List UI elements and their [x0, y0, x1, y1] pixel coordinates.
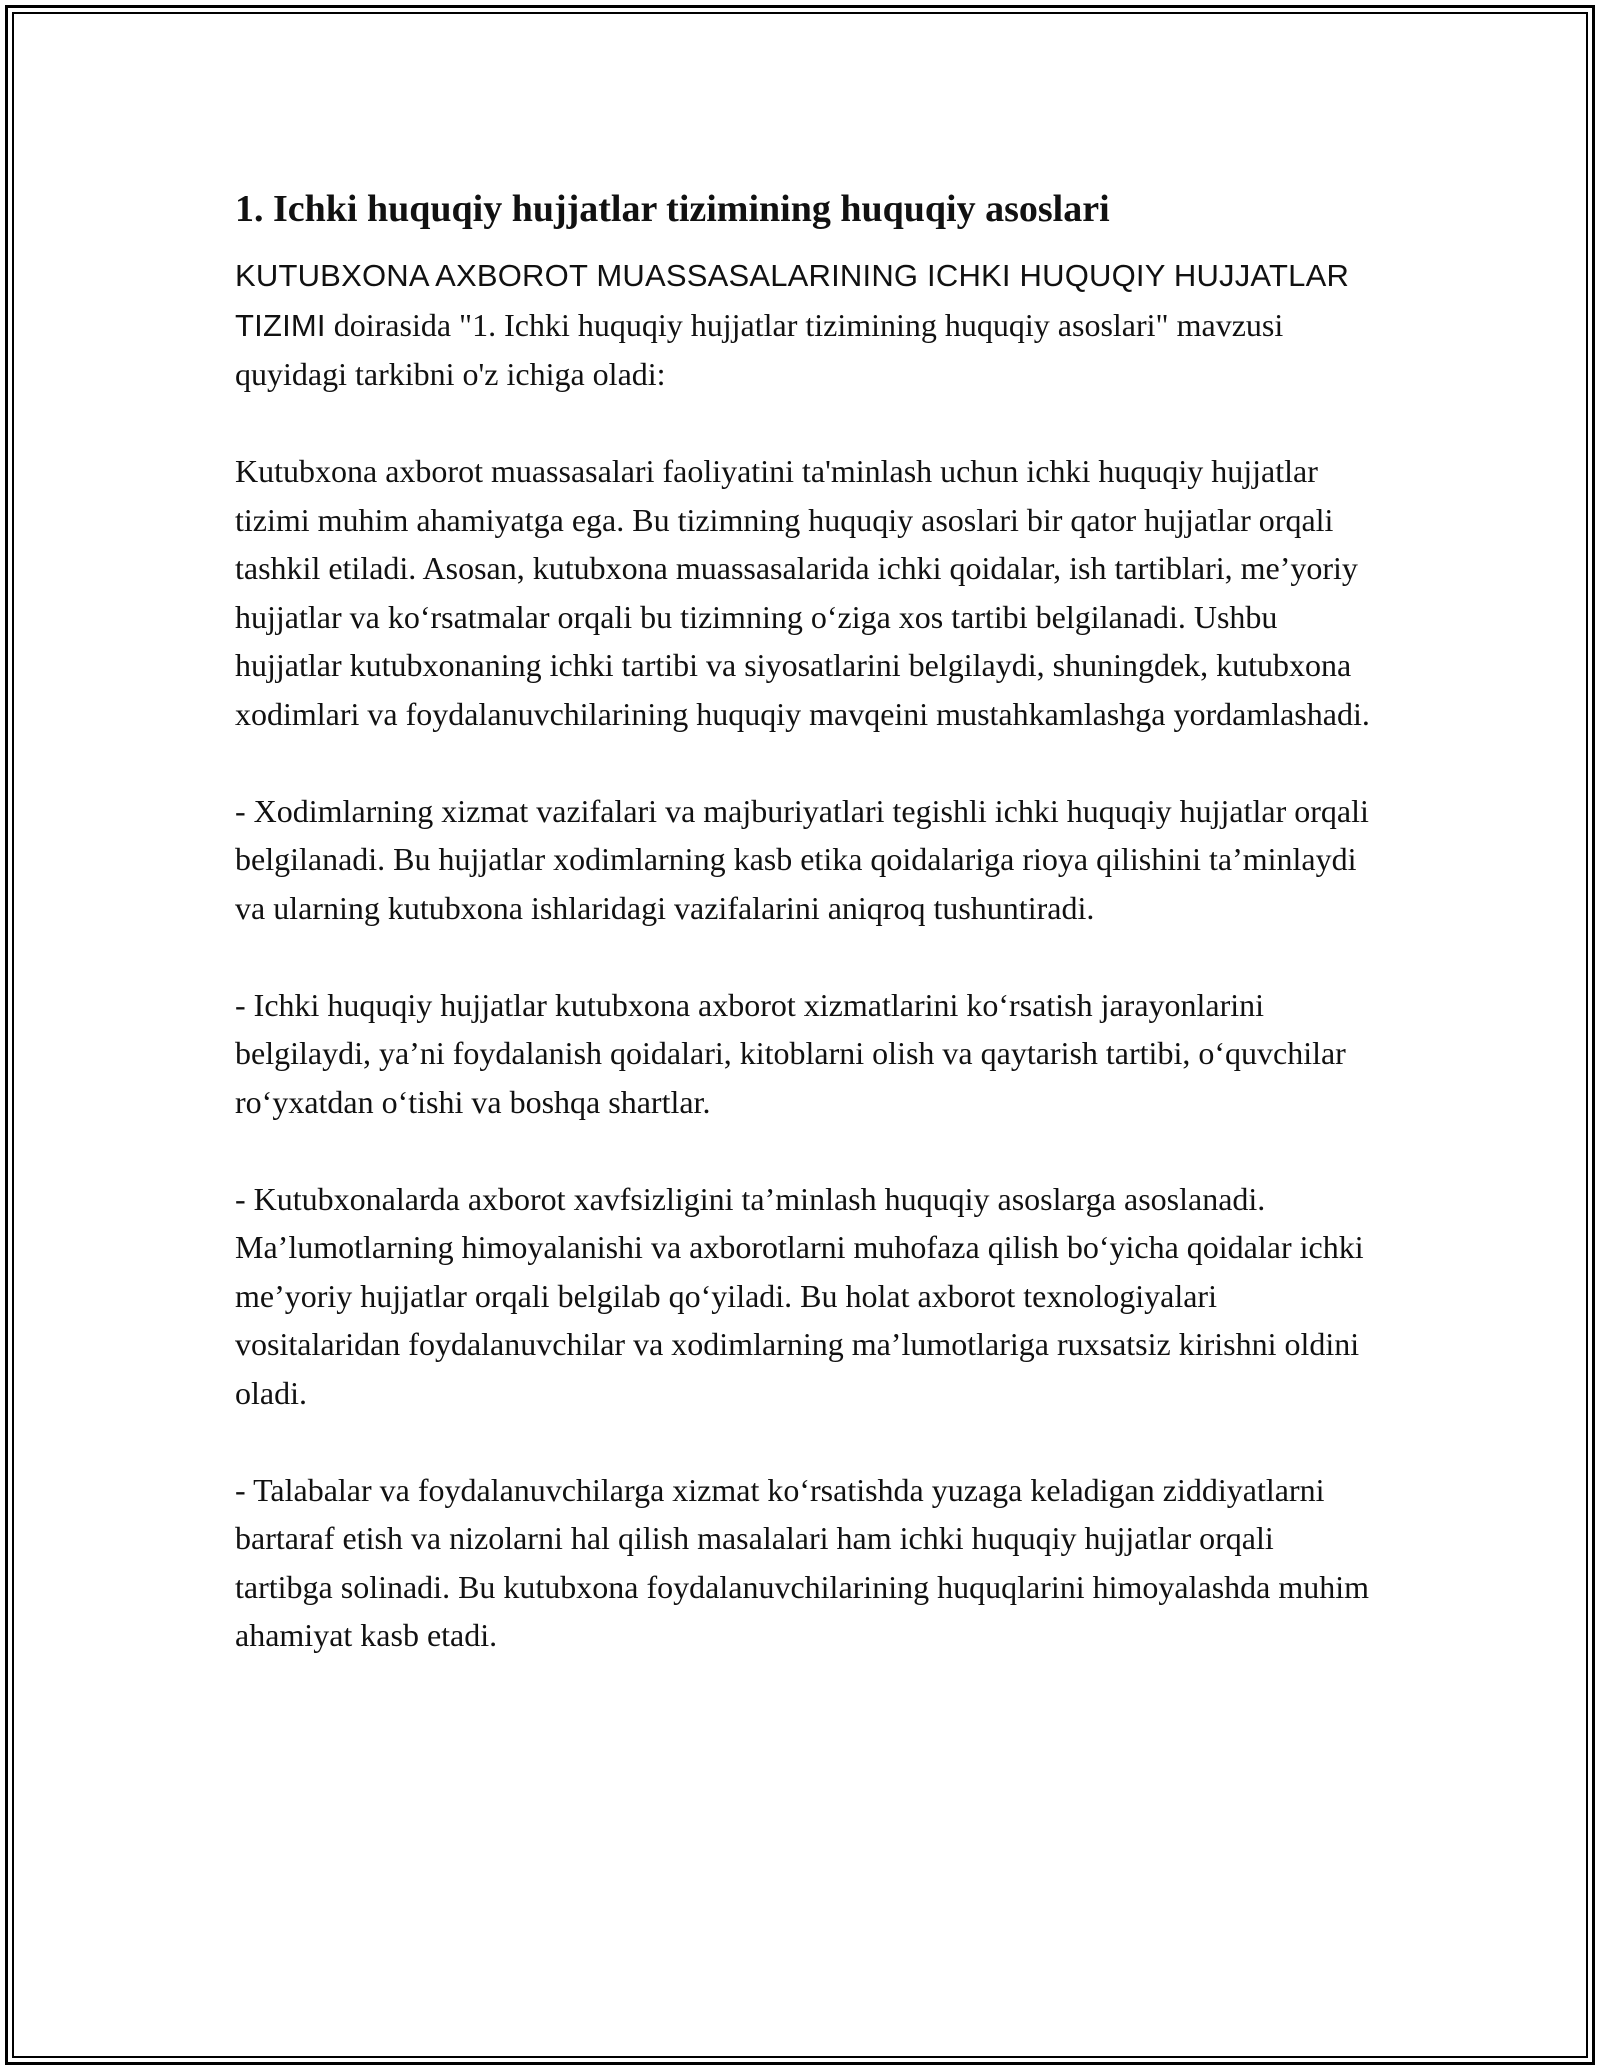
paragraph-staff-duties: - Xodimlarning xizmat vazifalari va majburiyatlari tegishli ichki huquqiy hujjatlar orqali belgilanadi. Bu hujjatlar xodimlarning kasb etika qoidalariga rioya qilishini ta’minlaydi va ularning kutubxona ishlaridagi vazifalarini aniqroq tushuntiradi.	[235, 792, 1369, 926]
intro-caps-lead: KUTUBXONA AXBOROT MUASSASALARINING ICHKI HUQUQIY HUJJATLAR TIZIMI	[235, 258, 1350, 343]
page-title: 1. Ichki huquqiy hujjatlar tizimining huquqiy asoslari	[235, 188, 1110, 230]
paragraph-services: - Ichki huquqiy hujjatlar kutubxona axborot xizmatlarini ko‘rsatish jarayonlarini belgilaydi, ya’ni foydalanish qoidalari, kitoblarni olish va qaytarish tartibi, o‘quvchilar ro‘yxatdan o‘tishi va boshqa shartlar.	[235, 986, 1346, 1120]
paragraph-overview: Kutubxona axborot muassasalari faoliyatini ta'minlash uchun ichki huquqiy hujjatlar tizimi muhim ahamiyatga ega. Bu tizimning huquqiy asoslari bir qator hujjatlar orqali tashkil etiladi. Asosan, kutubxona muassasalarida ichki qoidalar, ish tartiblari, me’yoriy hujjatlar va ko‘rsatmalar orqali bu tizimning o‘ziga xos tartibi belgilanadi. Ushbu hujjatlar kutubxonaning ichki tartibi va siyosatlarini belgilaydi, shuningdek, kutubxona xodimlari va foydalanuvchilarining huquqiy mavqeini mustahkamlashga yordamlashadi.	[235, 453, 1370, 732]
intro-rest: doirasida "1. Ichki huquqiy hujjatlar tizimining huquqiy asoslari" mavzusi quyidagi tarkibni o'z ichiga oladi:	[235, 306, 1284, 392]
paragraph-security: - Kutubxonalarda axborot xavfsizligini ta’minlash huquqiy asoslarga asoslanadi. Ma’lumotlarning himoyalanishi va axborotlarni muhofaza qilish bo‘yicha qoidalar ichki me’yoriy hujjatlar orqali belgilab qo‘yiladi. Bu holat axborot texnologiyalari vositalaridan foydalanuvchilar va xodimlarning ma’lumotlariga ruxsatsiz kirishni oldini oladi.	[235, 1180, 1364, 1411]
paragraph-disputes: - Talabalar va foydalanuvchilarga xizmat ko‘rsatishda yuzaga keladigan ziddiyatlarni bartaraf etish va nizolarni hal qilish masalalari ham ichki huquqiy hujjatlar orqali tartibga solinadi. Bu kutubxona foydalanuvchilarining huquqlarini himoyalashda muhim ahamiyat kasb etadi.	[235, 1471, 1370, 1653]
document-body	[235, 185, 1375, 1708]
intro-paragraph	[235, 251, 1375, 399]
